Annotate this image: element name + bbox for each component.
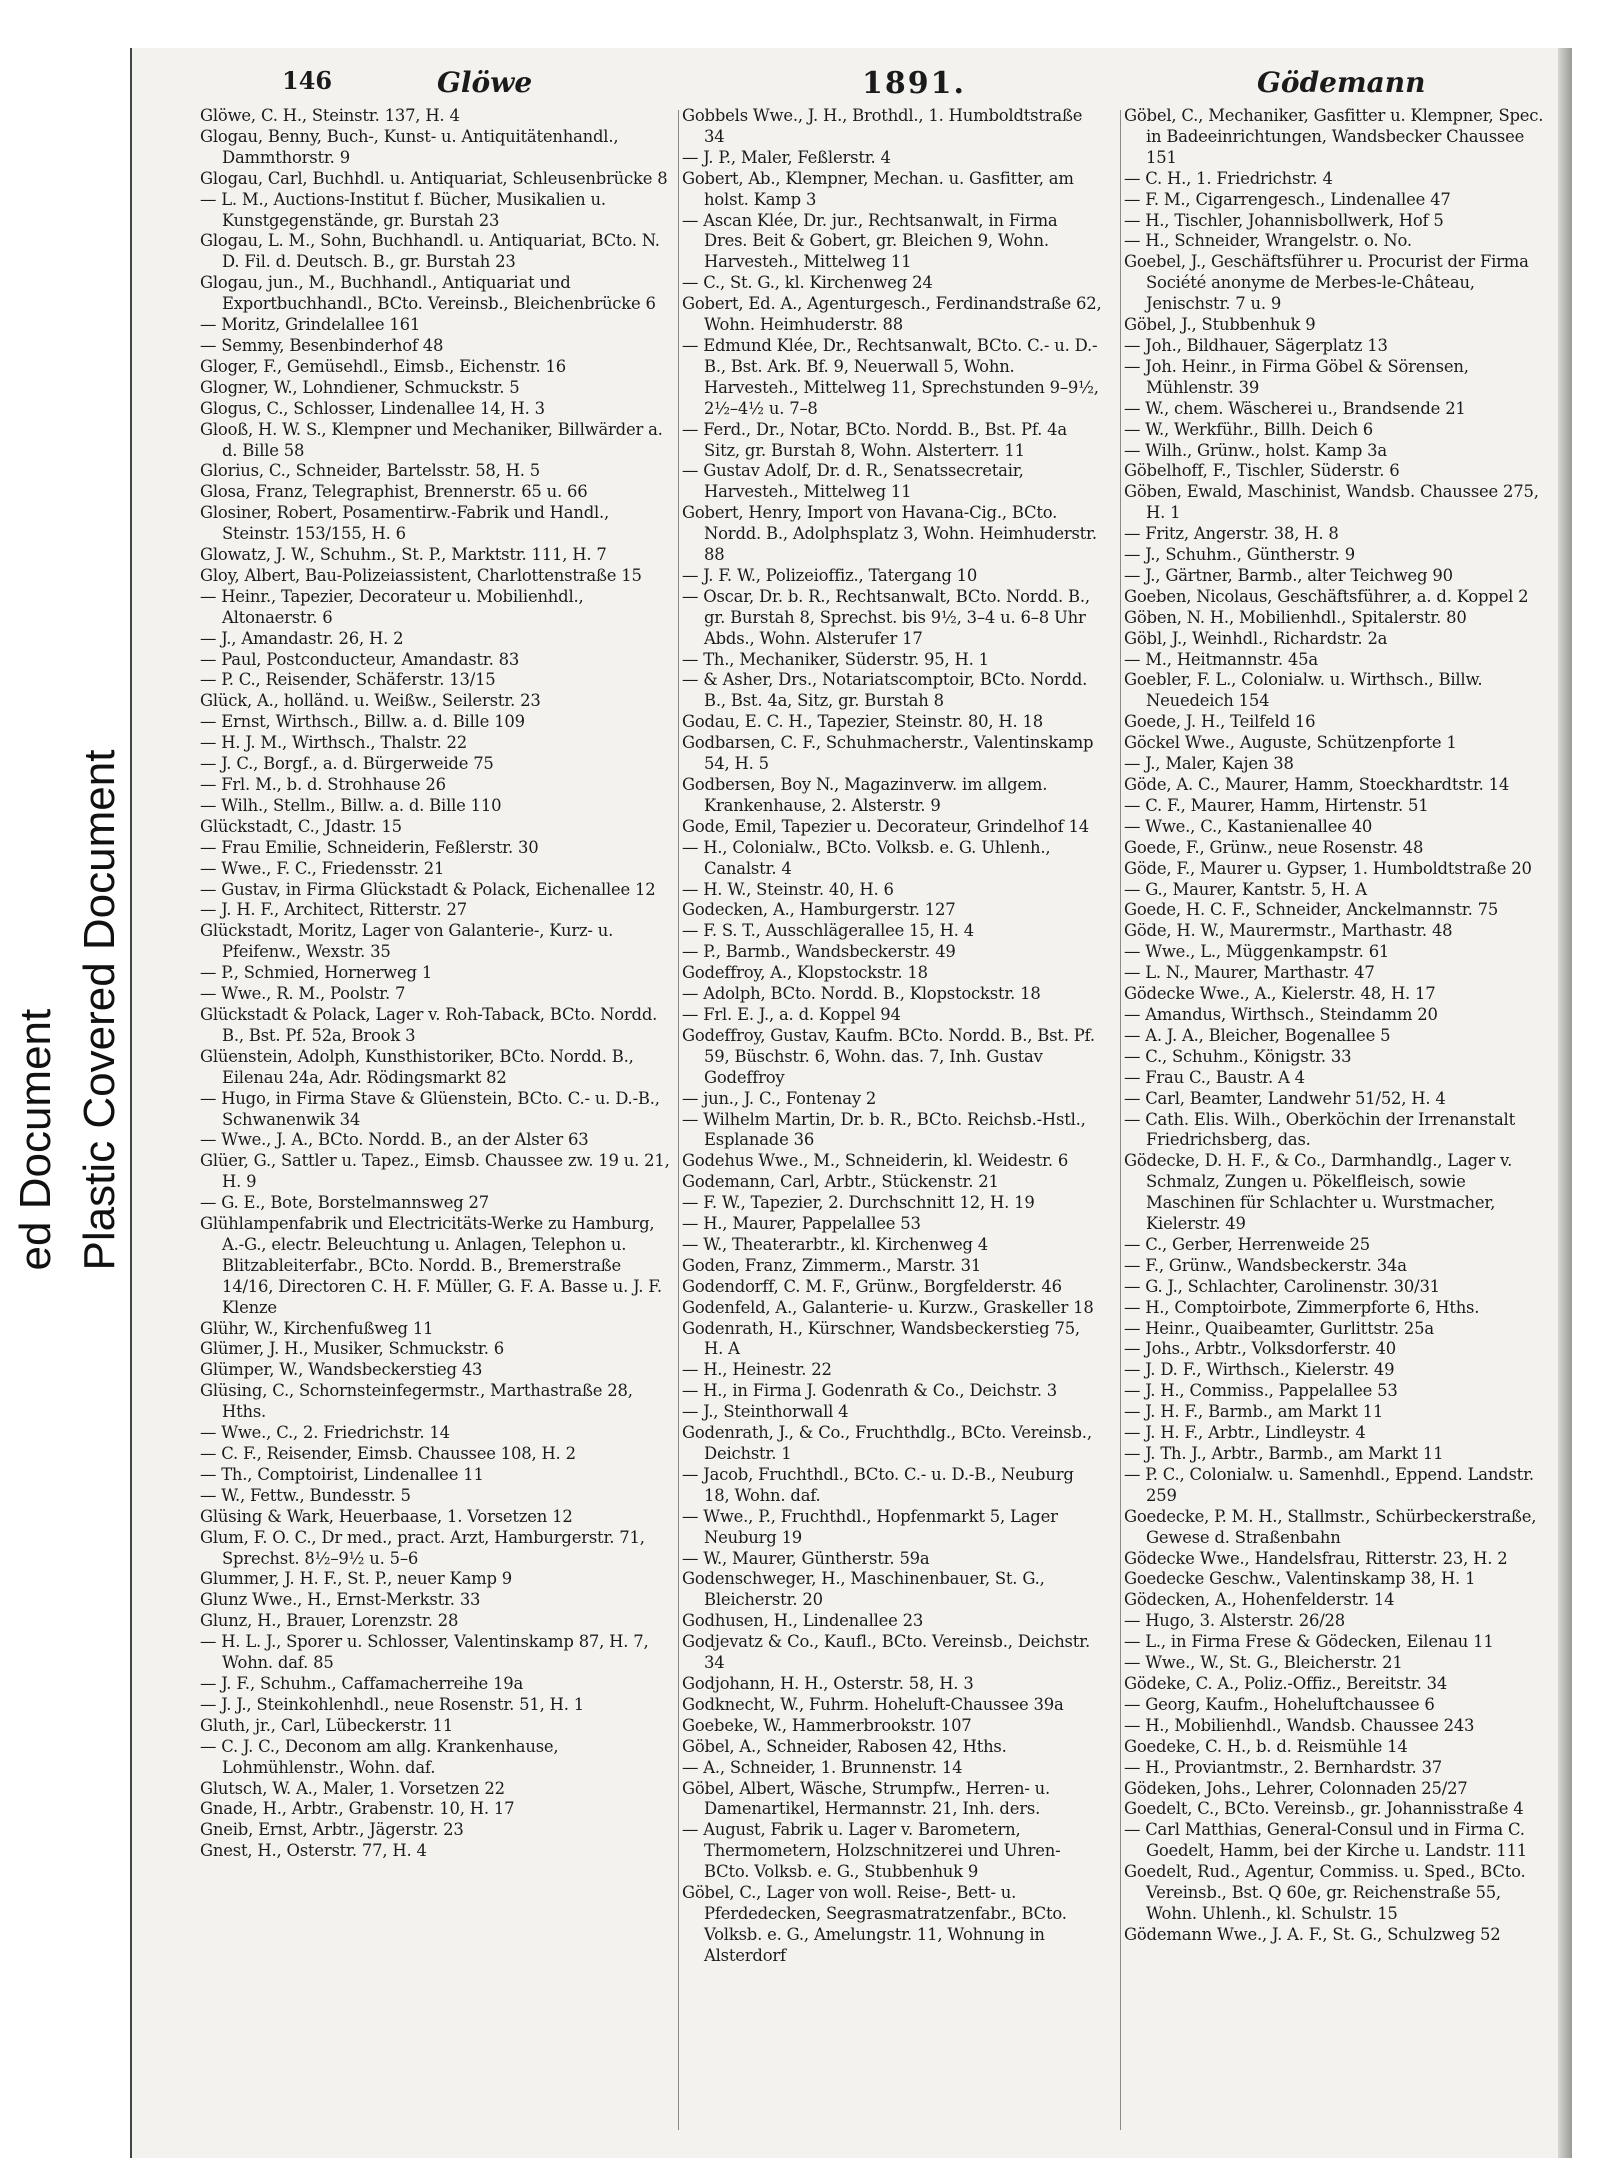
directory-entry: Glüer, G., Sattler u. Tapez., Eimsb. Chaussee zw. 19 u. 21, H. 9 — [200, 1151, 670, 1192]
directory-entry: — L. M., Auctions-Institut f. Bücher, Musikalien u. Kunstgegenstände, gr. Burstah 23 — [200, 189, 606, 230]
directory-entry: — P. C., Colonialw. u. Samenhdl., Eppend. Landstr. 259 — [1124, 1464, 1534, 1505]
directory-entry: — Wilhelm Martin, Dr. b. R., BCto. Reichsb.-Hstl., Esplanade 36 — [682, 1109, 1086, 1150]
directory-entry: Glühr, W., Kirchenfußweg 11 — [200, 1318, 434, 1338]
directory-entry: Göbel, A., Schneider, Rabosen 42, Hths. — [682, 1736, 1007, 1756]
directory-entry: — Carl Matthias, General-Consul und in Firma C. Goedelt, Hamm, bei der Kirche u. Landstr. 111 — [1124, 1820, 1527, 1861]
directory-entry: — G. J., Schlachter, Carolinenstr. 30/31 — [1124, 1276, 1440, 1296]
directory-entry: — J. Th. J., Arbtr., Barmb., am Markt 11 — [1124, 1444, 1444, 1463]
column-1 — [200, 106, 672, 1862]
directory-entry: Godendorff, C. M. F., Grünw., Borgfelderstr. 46 — [682, 1276, 1062, 1296]
page-edge — [1558, 48, 1572, 2158]
directory-entry: — L. N., Maurer, Marthastr. 47 — [1124, 963, 1375, 983]
directory-entry: — August, Fabrik u. Lager v. Barometern, Thermometern, Holzschnitzerei und Uhren-BCto. Volksb. e. G., Stubbenhuk 9 — [682, 1820, 1061, 1882]
directory-entry: — Amandus, Wirthsch., Steindamm 20 — [1124, 1004, 1438, 1024]
directory-entry: — Ferd., Dr., Notar, BCto. Nordd. B., Bst. Pf. 4a Sitz, gr. Burstah 8, Wohn. Alsterterr. 11 — [682, 419, 1067, 460]
directory-entry: — Frau C., Baustr. A 4 — [1124, 1067, 1305, 1087]
directory-entry: Godenschweger, H., Maschinenbauer, St. G., Bleicherstr. 20 — [682, 1569, 1045, 1610]
directory-entry: — J. F., Schuhm., Caffamacherreihe 19a — [200, 1673, 524, 1693]
directory-entry: — Wwe., L., Müggenkampstr. 61 — [1124, 942, 1390, 962]
directory-entry: Goede, J. H., Teilfeld 16 — [1124, 712, 1316, 732]
directory-entry: Godemann, Carl, Arbtr., Stückenstr. 21 — [682, 1172, 999, 1192]
directory-entry: — Wwe., W., St. G., Bleicherstr. 21 — [1124, 1653, 1403, 1673]
directory-entry: Glogner, W., Lohndiener, Schmuckstr. 5 — [200, 377, 520, 397]
directory-entry: Gödeke, C. A., Poliz.-Offiz., Bereitstr. 34 — [1124, 1673, 1448, 1693]
directory-entry: Gnest, H., Osterstr. 77, H. 4 — [200, 1841, 427, 1861]
directory-entry: — Jacob, Fruchthdl., BCto. C.- u. D.-B., Neuburg 18, Wohn. daf. — [682, 1464, 1074, 1505]
directory-entry: — H. J. M., Wirthsch., Thalstr. 22 — [200, 733, 468, 753]
directory-entry: Göbl, J., Weinhdl., Richardstr. 2a — [1124, 628, 1388, 648]
directory-entry: — J., Schuhm., Güntherstr. 9 — [1124, 545, 1355, 565]
directory-entry: — F., Grünw., Wandsbeckerstr. 34a — [1124, 1255, 1407, 1275]
directory-entry: — H., Maurer, Pappelallee 53 — [682, 1214, 921, 1234]
directory-entry: — Frl. E. J., a. d. Koppel 94 — [682, 1004, 901, 1024]
directory-entry: Godjevatz & Co., Kaufl., BCto. Vereinsb., Deichstr. 34 — [682, 1632, 1090, 1673]
directory-entry: Glogau, Carl, Buchhdl. u. Antiquariat, Schleusenbrücke 8 — [200, 168, 668, 188]
directory-entry: Godenrath, J., & Co., Fruchthdlg., BCto. Vereinsb., Deichstr. 1 — [682, 1423, 1092, 1463]
directory-entry: Glümper, W., Wandsbeckerstieg 43 — [200, 1360, 483, 1380]
head-year: 1891. — [862, 66, 966, 101]
directory-entry: Goede, F., Grünw., neue Rosenstr. 48 — [1124, 837, 1424, 857]
directory-entry: — J. P., Maler, Feßlerstr. 4 — [682, 147, 891, 167]
directory-entry: — Th., Mechaniker, Süderstr. 95, H. 1 — [682, 649, 989, 669]
directory-entry: — Th., Comptoirist, Lindenallee 11 — [200, 1464, 484, 1484]
directory-entry: — Semmy, Besenbinderhof 48 — [200, 335, 444, 355]
directory-entry: — W., Fettw., Bundesstr. 5 — [200, 1485, 411, 1505]
directory-entry: Godau, E. C. H., Tapezier, Steinstr. 80, H. 18 — [682, 712, 1043, 732]
directory-entry: — C., Gerber, Herrenweide 25 — [1124, 1234, 1371, 1254]
directory-entry: — J. C., Borgf., a. d. Bürgerweide 75 — [200, 754, 494, 774]
directory-entry: Gode, Emil, Tapezier u. Decorateur, Grindelhof 14 — [682, 816, 1089, 836]
directory-entry: — Wwe., C., 2. Friedrichstr. 14 — [200, 1423, 450, 1443]
directory-entry: — G., Maurer, Kantstr. 5, H. A — [1124, 879, 1367, 899]
directory-entry: Gobert, Henry, Import von Havana-Cig., BCto. Nordd. B., Adolphsplatz 3, Wohn. Heimhuderstr. 88 — [682, 503, 1097, 565]
directory-entry: — P., Barmb., Wandsbeckerstr. 49 — [682, 942, 956, 962]
column-2 — [682, 106, 1102, 1967]
directory-entry: Gobert, Ed. A., Agenturgesch., Ferdinandstraße 62, Wohn. Heimhuderstr. 88 — [682, 294, 1102, 335]
directory-entry: — J. H., Commiss., Pappelallee 53 — [1124, 1381, 1398, 1401]
directory-entry: — F. S. T., Ausschlägerallee 15, H. 4 — [682, 921, 974, 941]
directory-entry: Goede, H. C. F., Schneider, Anckelmannstr. 75 — [1124, 900, 1499, 920]
directory-entry: — Paul, Postconducteur, Amandastr. 83 — [200, 649, 520, 669]
directory-entry: Glüsing & Wark, Heuerbaase, 1. Vorsetzen 12 — [200, 1506, 573, 1526]
directory-entry: Gödecke Wwe., A., Kielerstr. 48, H. 17 — [1124, 984, 1436, 1004]
column-3 — [1124, 106, 1554, 1946]
directory-entry: — J. H. F., Architect, Ritterstr. 27 — [200, 900, 468, 920]
directory-entry: Godjohann, H. H., Osterstr. 58, H. 3 — [682, 1673, 974, 1693]
page-number: 146 — [282, 66, 333, 95]
directory-entry: — F. W., Tapezier, 2. Durchschnitt 12, H. 19 — [682, 1193, 1035, 1213]
directory-entry: Göbel, Albert, Wäsche, Strumpfw., Herren- u. Damenartikel, Hermannstr. 21, Inh. ders. — [682, 1778, 1051, 1819]
directory-entry: — F. M., Cigarrengesch., Lindenallee 47 — [1124, 189, 1451, 209]
directory-entry: — W., chem. Wäscherei u., Brandsende 21 — [1124, 398, 1466, 418]
directory-entry: — Frl. M., b. d. Strohhause 26 — [200, 775, 446, 794]
directory-entry: Glück, A., holländ. u. Weißw., Seilerstr. 23 — [200, 691, 541, 711]
directory-entry: — Edmund Klée, Dr., Rechtsanwalt, BCto. C.- u. D.-B., Bst. Ark. Bf. 9, Neuerwall 5, Wohn. Harvesteh., Mittelweg 11, Sprechstunden 9–9½, 2½–4½ u. 7–8 — [682, 335, 1099, 418]
directory-entry: — H., Comptoirbote, Zimmerpforte 6, Hths. — [1124, 1297, 1480, 1317]
directory-entry: — J. H. F., Barmb., am Markt 11 — [1124, 1402, 1384, 1422]
directory-entry: Godenrath, H., Kürschner, Wandsbeckerstieg 75, H. A — [682, 1318, 1080, 1359]
directory-entry: Godehus Wwe., M., Schneiderin, kl. Weidestr. 6 — [682, 1151, 1069, 1171]
directory-entry: — H., Schneider, Wrangelstr. o. No. — [1124, 231, 1412, 251]
directory-entry: Glutsch, W. A., Maler, 1. Vorsetzen 22 — [200, 1778, 505, 1798]
directory-entry: — C., Schuhm., Königstr. 33 — [1124, 1046, 1352, 1066]
directory-entry: — Johs., Arbtr., Volksdorferstr. 40 — [1124, 1339, 1396, 1359]
directory-entry: Glöwe, C. H., Steinstr. 137, H. 4 — [200, 106, 460, 125]
directory-entry: Glunz, H., Brauer, Lorenzstr. 28 — [200, 1611, 459, 1631]
directory-entry: — A., Schneider, 1. Brunnenstr. 14 — [682, 1757, 963, 1777]
directory-entry: Goebeke, W., Hammerbrookstr. 107 — [682, 1715, 972, 1735]
directory-entry: — Gustav Adolf, Dr. d. R., Senatssecretair, Harvesteh., Mittelweg 11 — [682, 461, 1024, 502]
directory-entry: Glogau, jun., M., Buchhandl., Antiquariat und Exportbuchhandl., BCto. Vereinsb., Bleichenbrücke 6 — [200, 273, 656, 314]
directory-entry: Godhusen, H., Lindenallee 23 — [682, 1611, 924, 1631]
directory-entry: — M., Heitmannstr. 45a — [1124, 649, 1318, 669]
directory-entry: — Wilh., Stellm., Billw. a. d. Bille 110 — [200, 795, 502, 815]
directory-entry: Göde, A. C., Maurer, Hamm, Stoeckhardtstr. 14 — [1124, 775, 1510, 794]
directory-entry: — P., Schmied, Hornerweg 1 — [200, 963, 433, 983]
directory-entry: Göbel, C., Lager von woll. Reise-, Bett- u. Pferdedecken, Seegrasmatratzenfabr., BCto. Volksb. e. G., Amelungstr. 11, Wohnung in Alsterdorf — [682, 1883, 1067, 1965]
plastic-cover-label — [11, 749, 125, 1271]
sidebar-label — [0, 0, 124, 2177]
directory-entry: — J. J., Steinkohlenhdl., neue Rosenstr. 51, H. 1 — [200, 1694, 585, 1714]
directory-entry: Goedecke Geschw., Valentinskamp 38, H. 1 — [1124, 1569, 1476, 1589]
directory-entry: Glooß, H. W. S., Klempner und Mechaniker, Billwärder a. d. Bille 58 — [200, 419, 663, 460]
head-left-word: Glöwe — [437, 66, 533, 99]
directory-entry: Glüenstein, Adolph, Kunsthistoriker, BCto. Nordd. B., Eilenau 24a, Adr. Rödingsmarkt 82 — [200, 1046, 634, 1087]
directory-entry: — Wwe., P., Fruchthdl., Hopfenmarkt 5, Lager Neuburg 19 — [682, 1506, 1058, 1547]
directory-entry: Gobert, Ab., Klempner, Mechan. u. Gasfitter, am holst. Kamp 3 — [682, 168, 1074, 209]
directory-entry: Glogus, C., Schlosser, Lindenallee 14, H. 3 — [200, 398, 545, 418]
directory-entry: — J. H. F., Arbtr., Lindleystr. 4 — [1124, 1423, 1366, 1443]
directory-entry: — Adolph, BCto. Nordd. B., Klopstockstr. 18 — [682, 984, 1041, 1004]
directory-entry: — Ernst, Wirthsch., Billw. a. d. Bille 109 — [200, 712, 525, 732]
column-divider — [1120, 110, 1121, 2130]
directory-entry: — Wwe., F. C., Friedensstr. 21 — [200, 858, 445, 878]
directory-entry: Goebler, F. L., Colonialw. u. Wirthsch., Billw. Neuedeich 154 — [1124, 670, 1483, 711]
directory-entry: — Joh., Bildhauer, Sägerplatz 13 — [1124, 335, 1388, 355]
directory-entry: — jun., J. C., Fontenay 2 — [682, 1088, 877, 1108]
directory-entry: — H., Heinestr. 22 — [682, 1360, 832, 1380]
directory-entry: — Hugo, in Firma Stave & Glüenstein, BCto. C.- u. D.-B., Schwanenwik 34 — [200, 1088, 660, 1129]
directory-entry: — H., in Firma J. Godenrath & Co., Deichstr. 3 — [682, 1381, 1057, 1401]
directory-entry: Glunz Wwe., H., Ernst-Merkstr. 33 — [200, 1590, 481, 1610]
directory-entry: Göckel Wwe., Auguste, Schützenpforte 1 — [1124, 733, 1457, 753]
directory-entry: — P. C., Reisender, Schäferstr. 13/15 — [200, 670, 496, 690]
directory-entry: Göbel, J., Stubbenhuk 9 — [1124, 315, 1316, 335]
directory-entry: — Wilh., Grünw., holst. Kamp 3a — [1124, 440, 1387, 460]
directory-entry: — H. L. J., Sporer u. Schlosser, Valentinskamp 87, H. 7, Wohn. daf. 85 — [200, 1632, 649, 1673]
directory-entry: Gloy, Albert, Bau-Polizeiassistent, Charlottenstraße 15 — [200, 565, 642, 585]
directory-entry: — W., Maurer, Güntherstr. 59a — [682, 1548, 930, 1568]
directory-entry: — Frau Emilie, Schneiderin, Feßlerstr. 30 — [200, 837, 539, 857]
directory-entry: Glum, F. O. C., Dr med., pract. Arzt, Hamburgerstr. 71, Sprechst. 8½–9½ u. 5–6 — [200, 1527, 645, 1568]
directory-entry: Godeffroy, Gustav, Kaufm. BCto. Nordd. B., Bst. Pf. 59, Büschstr. 6, Wohn. das. 7, Inh. Gustav Godeffroy — [682, 1025, 1095, 1087]
directory-entry: Godenfeld, A., Galanterie- u. Kurzw., Graskeller 18 — [682, 1297, 1094, 1317]
cover-label-text: Plastic Covered Document — [75, 749, 124, 1271]
directory-entry: Glümer, J. H., Musiker, Schmuckstr. 6 — [200, 1339, 504, 1359]
directory-entry: Godeffroy, A., Klopstockstr. 18 — [682, 963, 928, 983]
directory-entry: Göde, F., Maurer u. Gypser, 1. Humboldtstraße 20 — [1124, 858, 1532, 878]
directory-entry: Glückstadt & Polack, Lager v. Roh-Taback, BCto. Nordd. B., Bst. Pf. 52a, Brook 3 — [200, 1004, 658, 1045]
directory-entry: — Wwe., R. M., Poolstr. 7 — [200, 984, 406, 1004]
directory-entry: — Fritz, Angerstr. 38, H. 8 — [1124, 524, 1339, 544]
directory-entry: Goden, Franz, Zimmerm., Marstr. 31 — [682, 1255, 982, 1275]
head-right-word: Gödemann — [1257, 66, 1426, 99]
directory-entry: Glüsing, C., Schornsteinfegermstr., Marthastraße 28, Hths. — [200, 1381, 633, 1422]
directory-entry: Gluth, jr., Carl, Lübeckerstr. 11 — [200, 1715, 453, 1735]
column-divider — [678, 110, 679, 2130]
directory-entry: — L., in Firma Frese & Gödecken, Eilenau 11 — [1124, 1632, 1494, 1652]
directory-entry: Glorius, C., Schneider, Bartelsstr. 58, H. 5 — [200, 461, 541, 481]
directory-entry: Godknecht, W., Fuhrm. Hoheluft-Chaussee 39a — [682, 1694, 1064, 1714]
directory-entry: — & Asher, Drs., Notariatscomptoir, BCto. Nordd. B., Bst. 4a, Sitz, gr. Burstah 8 — [682, 670, 1088, 711]
directory-entry: — Joh. Heinr., in Firma Göbel & Sörensen, Mühlenstr. 39 — [1124, 356, 1469, 397]
directory-entry: Gnade, H., Arbtr., Grabenstr. 10, H. 17 — [200, 1799, 515, 1819]
directory-entry: — G. E., Bote, Borstelmannsweg 27 — [200, 1193, 489, 1213]
directory-entry: Glowatz, J. W., Schuhm., St. P., Marktstr. 111, H. 7 — [200, 545, 607, 565]
directory-entry: — C. F., Reisender, Eimsb. Chaussee 108, H. 2 — [200, 1444, 576, 1463]
directory-entry: Gödecke Wwe., Handelsfrau, Ritterstr. 23, H. 2 — [1124, 1548, 1508, 1568]
directory-entry: Gneib, Ernst, Arbtr., Jägerstr. 23 — [200, 1820, 464, 1840]
directory-entry: — H. W., Steinstr. 40, H. 6 — [682, 879, 894, 899]
directory-entry: — W., Werkführ., Billh. Deich 6 — [1124, 419, 1374, 439]
directory-entry: — A. J. A., Bleicher, Bogenallee 5 — [1124, 1025, 1391, 1045]
directory-entry: — J. D. F., Wirthsch., Kielerstr. 49 — [1124, 1360, 1395, 1380]
directory-entry: — H., Proviantmstr., 2. Bernhardstr. 37 — [1124, 1757, 1443, 1777]
directory-entry: Goedeke, C. H., b. d. Reismühle 14 — [1124, 1736, 1408, 1756]
directory-entry: Gödecke, D. H. F., & Co., Darmhandlg., Lager v. Schmalz, Zungen u. Pökelfleisch, sowie Maschinen für Schlachter u. Wurstmacher, Kielerstr. 49 — [1124, 1151, 1513, 1234]
directory-entry: Glühlampenfabrik und Electricitäts-Werke zu Hamburg, A.-G., electr. Beleuchtung u. Anlagen, Telephon u. Blitzableiterfabr., BCto. Nordd. B., Bremerstraße 14/16, Directoren C. H. F. Müller, G. F. A. Basse u. J. F. Klenze — [200, 1214, 662, 1317]
directory-entry: Goedecke, P. M. H., Stallmstr., Schürbeckerstraße, Gewese d. Straßenbahn — [1124, 1506, 1537, 1547]
directory-entry: — Moritz, Grindelallee 161 — [200, 315, 421, 335]
directory-entry: — H., Colonialw., BCto. Volksb. e. G. Uhlenh., Canalstr. 4 — [682, 837, 1051, 878]
directory-entry: Glosiner, Robert, Posamentirw.-Fabrik und Handl., Steinstr. 153/155, H. 6 — [200, 503, 610, 544]
directory-entry: Glogau, Benny, Buch-, Kunst- u. Antiquitätenhandl., Dammthorstr. 9 — [200, 126, 619, 167]
directory-entry: Gloger, F., Gemüsehdl., Eimsb., Eichenstr. 16 — [200, 356, 567, 376]
directory-entry: Gobbels Wwe., J. H., Brothdl., 1. Humboldtstraße 34 — [682, 106, 1083, 146]
directory-entry: — Oscar, Dr. b. R., Rechtsanwalt, BCto. Nordd. B., gr. Burstah 8, Sprechst. bis 9½, 3–4 u. 6–8 Uhr Abds., Wohn. Alsterufer 17 — [682, 586, 1090, 648]
directory-entry: — H., Mobilienhdl., Wandsb. Chaussee 243 — [1124, 1715, 1475, 1735]
directory-entry: Glückstadt, Moritz, Lager von Galanterie-, Kurz- u. Pfeifenw., Wexstr. 35 — [200, 921, 614, 962]
directory-entry: — Wwe., C., Kastanienallee 40 — [1124, 816, 1373, 836]
directory-entry: — C. F., Maurer, Hamm, Hirtenstr. 51 — [1124, 795, 1429, 815]
directory-entry: Göde, H. W., Maurermstr., Marthastr. 48 — [1124, 921, 1453, 941]
directory-entry: — W., Theaterarbtr., kl. Kirchenweg 4 — [682, 1234, 989, 1254]
directory-entry: — C., St. G., kl. Kirchenweg 24 — [682, 273, 933, 293]
directory-entry: Gödeken, Johs., Lehrer, Colonnaden 25/27 — [1124, 1778, 1468, 1798]
directory-entry: — Georg, Kaufm., Hoheluftchaussee 6 — [1124, 1694, 1435, 1714]
directory-entry: — Heinr., Quaibeamter, Gurlittstr. 25a — [1124, 1318, 1434, 1338]
directory-entry: — J., Gärtner, Barmb., alter Teichweg 90 — [1124, 565, 1453, 585]
directory-entry: — J., Maler, Kajen 38 — [1124, 754, 1294, 774]
directory-entry: Godbersen, Boy N., Magazinverw. im allgem. Krankenhause, 2. Alsterstr. 9 — [682, 775, 1048, 815]
directory-entry: — Cath. Elis. Wilh., Oberköchin der Irrenanstalt Friedrichsberg, das. — [1124, 1109, 1515, 1150]
directory-entry: — H., Tischler, Johannisbollwerk, Hof 5 — [1124, 210, 1444, 230]
directory-entry: — C. J. C., Deconom am allg. Krankenhause, Lohmühlenstr., Wohn. daf. — [200, 1736, 559, 1777]
directory-entry: Glückstadt, C., Jdastr. 15 — [200, 816, 402, 836]
directory-entry: — Wwe., J. A., BCto. Nordd. B., an der Alster 63 — [200, 1130, 589, 1150]
directory-entry: Goedelt, C., BCto. Vereinsb., gr. Johannisstraße 4 — [1124, 1799, 1524, 1819]
directory-entry: Göbel, C., Mechaniker, Gasfitter u. Klempner, Spec. in Badeeinrichtungen, Wandsbecker Chaussee 151 — [1124, 106, 1544, 167]
directory-entry: Gödecken, A., Hohenfelderstr. 14 — [1124, 1590, 1395, 1610]
directory-entry: — Gustav, in Firma Glückstadt & Polack, Eichenallee 12 — [200, 879, 656, 899]
directory-entry: — Hugo, 3. Alsterstr. 26/28 — [1124, 1611, 1345, 1631]
directory-entry: Göbelhoff, F., Tischler, Süderstr. 6 — [1124, 461, 1400, 481]
directory-entry: Goebel, J., Geschäftsführer u. Procurist der Firma Société anonyme de Merbes-le-Château, Jenischstr. 7 u. 9 — [1124, 252, 1529, 314]
directory-entry: Glosa, Franz, Telegraphist, Brennerstr. 65 u. 66 — [200, 482, 588, 502]
directory-entry: — J., Amandastr. 26, H. 2 — [200, 628, 404, 648]
directory-entry: — J., Steinthorwall 4 — [682, 1402, 849, 1422]
directory-entry: — Heinr., Tapezier, Decorateur u. Mobilienhdl., Altonaerstr. 6 — [200, 586, 584, 627]
directory-entry: Gödemann Wwe., J. A. F., St. G., Schulzweg 52 — [1124, 1924, 1501, 1944]
directory-entry: Godecken, A., Hamburgerstr. 127 — [682, 900, 956, 920]
directory-entry: — Carl, Beamter, Landwehr 51/52, H. 4 — [1124, 1088, 1446, 1108]
directory-entry: — Ascan Klée, Dr. jur., Rechtsanwalt, in Firma Dres. Beit & Gobert, gr. Bleichen 9, Wohn. Harvesteh., Mittelweg 11 — [682, 210, 1058, 272]
directory-entry: Goeben, Nicolaus, Geschäftsführer, a. d. Koppel 2 — [1124, 586, 1529, 606]
directory-entry: Glummer, J. H. F., St. P., neuer Kamp 9 — [200, 1569, 513, 1589]
directory-entry: Goedelt, Rud., Agentur, Commiss. u. Sped., BCto. Vereinsb., Bst. Q 60e, gr. Reichenstraße 55, Wohn. Uhlenh., kl. Schulstr. 15 — [1124, 1862, 1526, 1923]
cover-label-partial: ed Document — [11, 1008, 60, 1271]
directory-entry: Göben, Ewald, Maschinist, Wandsb. Chaussee 275, H. 1 — [1124, 482, 1539, 523]
directory-entry: — J. F. W., Polizeioffiz., Tatergang 10 — [682, 565, 978, 585]
directory-page — [130, 48, 1572, 2158]
directory-entry: Glogau, L. M., Sohn, Buchhandl. u. Antiquariat, BCto. N. D. Fil. d. Deutsch. B., gr. Burstah 23 — [200, 231, 660, 272]
directory-entry: Godbarsen, C. F., Schuhmacherstr., Valentinskamp 54, H. 5 — [682, 733, 1094, 774]
directory-entry: Göben, N. H., Mobilienhdl., Spitalerstr. 80 — [1124, 607, 1467, 627]
directory-entry: — C. H., 1. Friedrichstr. 4 — [1124, 168, 1333, 188]
